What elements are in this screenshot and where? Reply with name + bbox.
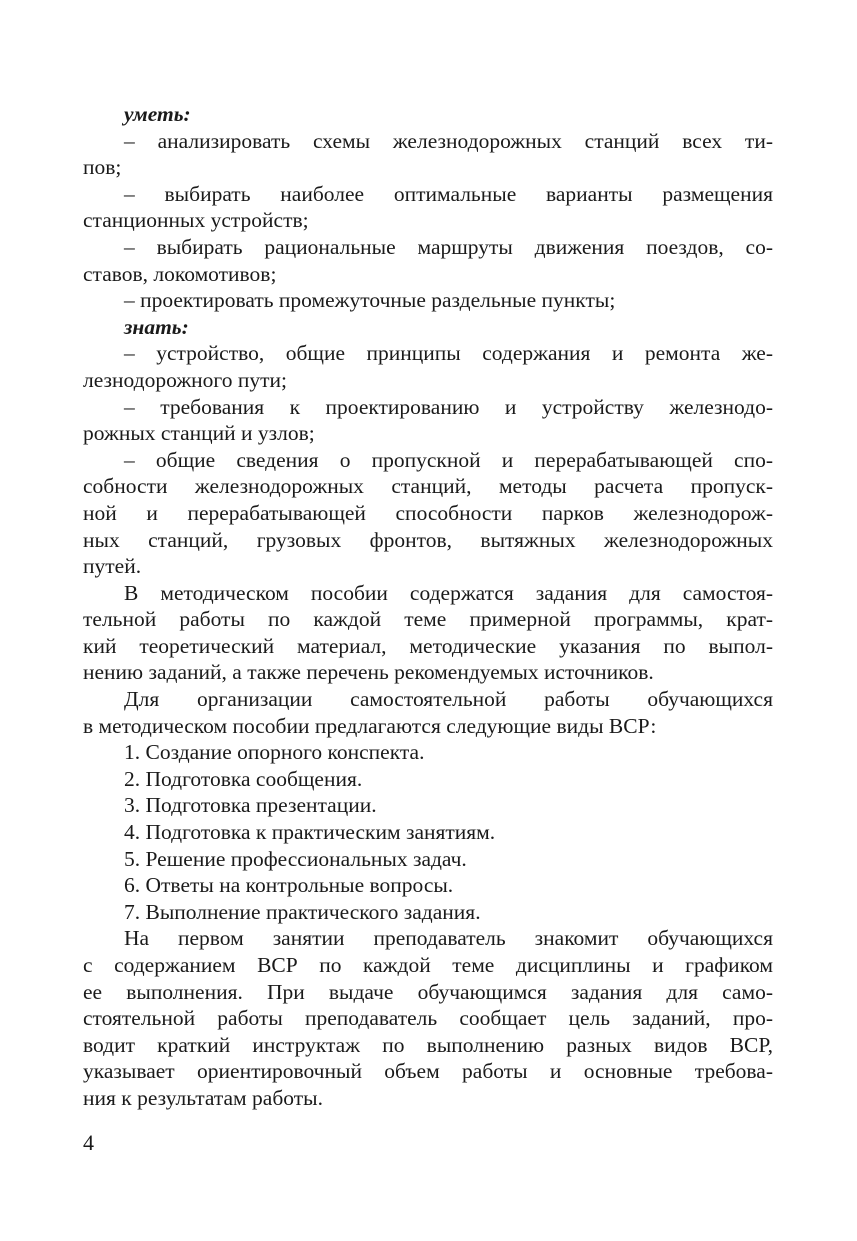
text-line: 4. Подготовка к практическим занятиям. xyxy=(124,820,496,845)
list-item xyxy=(83,819,773,846)
text-line: – требования к проектированию и устройству железнодо- xyxy=(124,394,773,419)
paragraph xyxy=(83,340,773,393)
text-line: тельной работы по каждой теме примерной программы, крат- xyxy=(83,607,773,632)
paragraph xyxy=(83,128,773,181)
list-item xyxy=(83,739,773,766)
section-heading xyxy=(83,101,773,128)
paragraph xyxy=(83,686,773,739)
text-line: – анализировать схемы железнодорожных станций всех ти- xyxy=(124,128,773,153)
text-line: В методическом пособии содержатся задания для самостоя- xyxy=(124,580,773,605)
text-line: Для организации самостоятельной работы обучающихся xyxy=(124,687,773,712)
text-line: лезнодорожного пути; xyxy=(83,367,287,392)
list-item xyxy=(83,766,773,793)
paragraph xyxy=(83,181,773,234)
text-line: уметь: xyxy=(124,102,191,126)
list-item xyxy=(83,899,773,926)
text-line: – устройство, общие принципы содержания и ремонта же- xyxy=(124,341,773,366)
text-line: собности железнодорожных станций, методы расчета пропуск- xyxy=(83,474,773,499)
text-line: кий теоретический материал, методические указания по выпол- xyxy=(83,633,773,658)
paragraph xyxy=(83,925,773,1111)
paragraph xyxy=(83,234,773,287)
text-line: На первом занятии преподаватель знакомит обучающихся xyxy=(124,926,773,951)
text-line: знать: xyxy=(124,314,189,339)
text-line: водит краткий инструктаж по выполнению разных видов ВСР, xyxy=(83,1032,773,1057)
paragraph xyxy=(83,580,773,686)
text-line: станционных устройств; xyxy=(83,208,309,233)
text-line: нению заданий, а также перечень рекомендуемых источников. xyxy=(83,660,654,685)
text-line: 2. Подготовка сообщения. xyxy=(124,766,363,791)
paragraph xyxy=(83,394,773,447)
text-line: пов; xyxy=(83,155,122,180)
text-line: 3. Подготовка презентации. xyxy=(124,793,377,818)
text-line: 6. Ответы на контрольные вопросы. xyxy=(124,873,454,898)
text-line: рожных станций и узлов; xyxy=(83,421,315,446)
text-line: стоятельной работы преподаватель сообщает цель заданий, про- xyxy=(83,1006,773,1031)
text-line: с содержанием ВСР по каждой теме дисциплины и графиком xyxy=(83,953,773,977)
text-line: 7. Выполнение практического задания. xyxy=(124,899,481,924)
text-line: указывает ориентировочный объем работы и основные требова- xyxy=(83,1059,773,1084)
text-line: ставов, локомотивов; xyxy=(83,261,277,286)
text-line: 5. Решение профессиональных задач. xyxy=(124,846,467,871)
list-item xyxy=(83,872,773,899)
text-line: – проектировать промежуточные раздельные пункты; xyxy=(124,288,616,313)
text-line: 1. Создание опорного конспекта. xyxy=(124,740,425,765)
text-line: – выбирать наиболее оптимальные варианты размещения xyxy=(124,181,773,206)
section-heading xyxy=(83,314,773,341)
text-line: ее выполнения. При выдаче обучающимся задания для само- xyxy=(83,979,773,1004)
text-line: ных станций, грузовых фронтов, вытяжных железнодорожных xyxy=(83,527,773,552)
list-item xyxy=(83,846,773,873)
paragraph xyxy=(83,447,773,580)
list-item xyxy=(83,792,773,819)
text-line: в методическом пособии предлагаются следующие виды ВСР: xyxy=(83,713,657,738)
page-body xyxy=(83,101,773,1112)
text-line: ной и перерабатывающей способности парков железнодорож- xyxy=(83,500,773,525)
text-line: – выбирать рациональные маршруты движения поездов, со- xyxy=(124,234,773,259)
text-line: путей. xyxy=(83,554,142,579)
page-number: 4 xyxy=(83,1130,94,1155)
text-line: ния к результатам работы. xyxy=(83,1085,323,1110)
text-line: – общие сведения о пропускной и перерабатывающей спо- xyxy=(124,447,773,472)
paragraph xyxy=(83,287,773,314)
